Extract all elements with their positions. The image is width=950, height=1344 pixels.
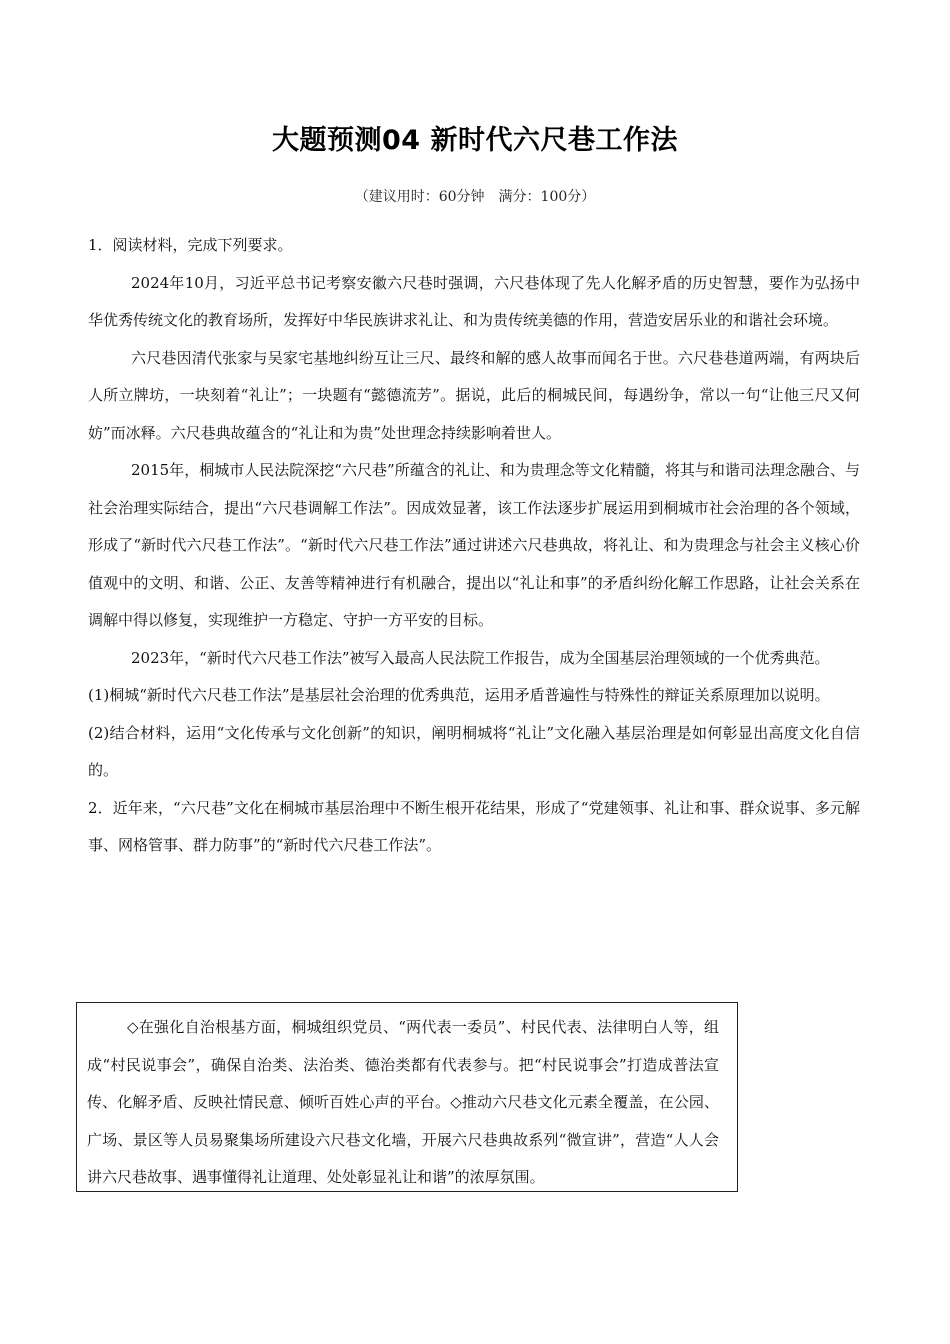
sub-question-1: (1)桐城“新时代六尺巷工作法”是基层社会治理的优秀典范，运用矛盾普遍性与特殊性的辩证关系原理加以说明。	[88, 686, 830, 704]
question-body	[88, 227, 860, 865]
sub-question-2: (2)结合材料，运用“文化传承与文化创新”的知识，阐明桐城将“礼让”文化融入基层治理是如何彰显出高度文化自信的。	[88, 723, 860, 779]
question-2-stem: 2．近年来，“六尺巷”文化在桐城市基层治理中不断生根开花结果，形成了“党建领事、礼让和事、群众说事、多元解事、网格管事、群力防事”的“新时代六尺巷工作法”。	[88, 798, 860, 854]
question-1-stem: 1．阅读材料，完成下列要求。	[88, 236, 293, 254]
material-paragraph-3: 2015年，桐城市人民法院深挖“六尺巷”所蕴含的礼让、和为贵理念等文化精髓，将其与和谐司法理念融合、与社会治理实际结合，提出“六尺巷调解工作法”。因成效显著，该工作法逐步扩展运用到桐城市社会治理的各个领域，形成了“新时代六尺巷工作法”。“新时代六尺巷工作法”通过讲述六尺巷典故，将礼让、和为贵理念与社会主义核心价值观中的文明、和谐、公正、友善等精神进行有机融合，提出以“礼让和事”的矛盾纠纷化解工作思路，让社会关系在调解中得以修复，实现维护一方稳定、守护一方平安的目标。	[88, 461, 860, 629]
material-paragraph-1: 2024年10月，习近平总书记考察安徽六尺巷时强调，六尺巷体现了先人化解矛盾的历史智慧，要作为弘扬中华优秀传统文化的教育场所，发挥好中华民族讲求礼让、和为贵传统美德的作用，营造安居乐业的和谐社会环境。	[88, 273, 860, 329]
material-box-text: ◇在强化自治根基方面，桐城组织党员、“两代表一委员”、村民代表、法律明白人等，组成“村民说事会”，确保自治类、法治类、德治类都有代表参与。把“村民说事会”打造成普法宣传、化解矛盾、反映社情民意、倾听百姓心声的平台。◇推动六尺巷文化元素全覆盖，在公园、广场、景区等人员易聚集场所建设六尺巷文化墙，开展六尺巷典故系列“微宣讲”，营造“人人会讲六尺巷故事、遇事懂得礼让道理、处处彰显礼让和谐”的浓厚氛围。	[87, 1018, 719, 1186]
material-box	[76, 1002, 738, 1192]
time-score-note: （建议用时：60分钟 满分：100分）	[354, 189, 596, 205]
material-paragraph-4: 2023年，“新时代六尺巷工作法”被写入最高人民法院工作报告，成为全国基层治理领域的一个优秀典范。	[131, 648, 830, 667]
page-title: 大题预测04 新时代六尺巷工作法	[272, 125, 678, 156]
material-paragraph-2: 六尺巷因清代张家与吴家宅基地纠纷互让三尺、最终和解的感人故事而闻名于世。六尺巷巷道两端，有两块后人所立牌坊，一块刻着“礼让”；一块题有“懿德流芳”。据说，此后的桐城民间，每遇纷争，常以一句“让他三尺又何妨”而冰释。六尺巷典故蕴含的“礼让和为贵”处世理念持续影响着世人。	[88, 348, 860, 442]
